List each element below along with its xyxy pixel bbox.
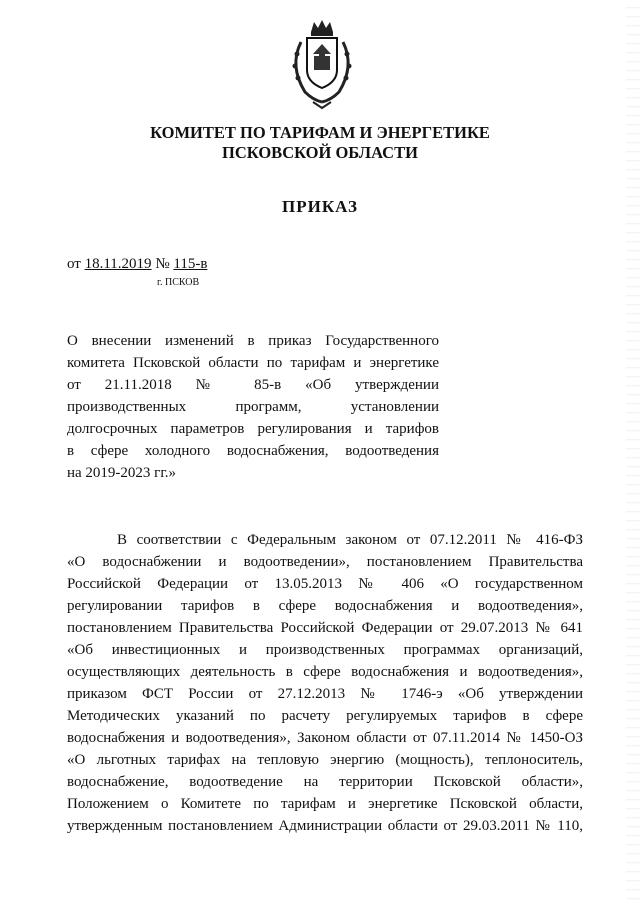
body-line: «О льготных тарифах на тепловую энергию (мощность), теплоноситель, <box>67 752 583 768</box>
body-line: Положением о Комитете по тарифам и энергетике Псковской области, <box>67 796 583 812</box>
number-prefix: № <box>151 256 174 272</box>
subject-line: производственных программ, установлении <box>67 399 439 415</box>
subject-line: на 2019-2023 гг.» <box>67 465 177 481</box>
body-line: осуществляющих деятельность в сфере водоснабжения и водоотведения», <box>67 664 583 680</box>
subject-line: О внесении изменений в приказ Государственного <box>67 333 439 349</box>
subject-line: в сфере холодного водоснабжения, водоотведения <box>67 443 439 459</box>
body-line: водоснабжения и водоотведения», Законом области от 07.11.2014 № 1450-ОЗ <box>67 730 583 746</box>
body-line: «Об инвестиционных и производственных программах организаций, <box>67 642 583 658</box>
body-line: Методических указаний по расчету регулируемых тарифов в сфере <box>67 708 583 724</box>
document-number: 115-в <box>173 256 208 272</box>
document-date: 18.11.2019 <box>84 256 152 272</box>
subject-line: от 21.11.2018 № 85-в «Об утверждении <box>67 377 439 393</box>
order-subject <box>67 330 439 484</box>
body-line: постановлением Правительства Российской Федерации от 29.07.2013 № 641 <box>67 620 583 636</box>
document-date-number <box>67 256 207 273</box>
subject-line: комитета Псковской области по тарифам и энергетике <box>67 355 439 371</box>
coat-of-arms-emblem <box>283 18 361 110</box>
body-line: В соответствии с Федеральным законом от 07.12.2011 № 416-ФЗ <box>117 532 583 548</box>
body-line: «О водоснабжении и водоотведении», постановлением Правительства <box>67 554 583 570</box>
body-paragraph <box>67 529 583 837</box>
organization-name-line2: ПСКОВСКОЙ ОБЛАСТИ <box>222 143 418 162</box>
body-line: приказом ФСТ России от 27.12.2013 № 1746-э «Об утверждении <box>67 686 583 702</box>
body-line: регулировании тарифов в сфере водоснабжения и водоотведения», <box>67 598 583 614</box>
scan-edge-artifact <box>626 0 640 905</box>
organization-name-line1: КОМИТЕТ ПО ТАРИФАМ И ЭНЕРГЕТИКЕ <box>150 123 490 142</box>
date-prefix: от <box>67 256 85 272</box>
subject-line: долгосрочных параметров регулирования и тарифов <box>67 421 439 437</box>
document-type-title: ПРИКАЗ <box>282 197 358 216</box>
body-line: утвержденным постановлением Администрации области от 29.03.2011 № 110, <box>67 818 583 834</box>
city-label: г. ПСКОВ <box>157 277 200 288</box>
body-line: водоснабжение, водоотведение на территории Псковской области», <box>67 774 583 790</box>
body-line: Российской Федерации от 13.05.2013 № 406 «О государственном <box>67 576 583 592</box>
